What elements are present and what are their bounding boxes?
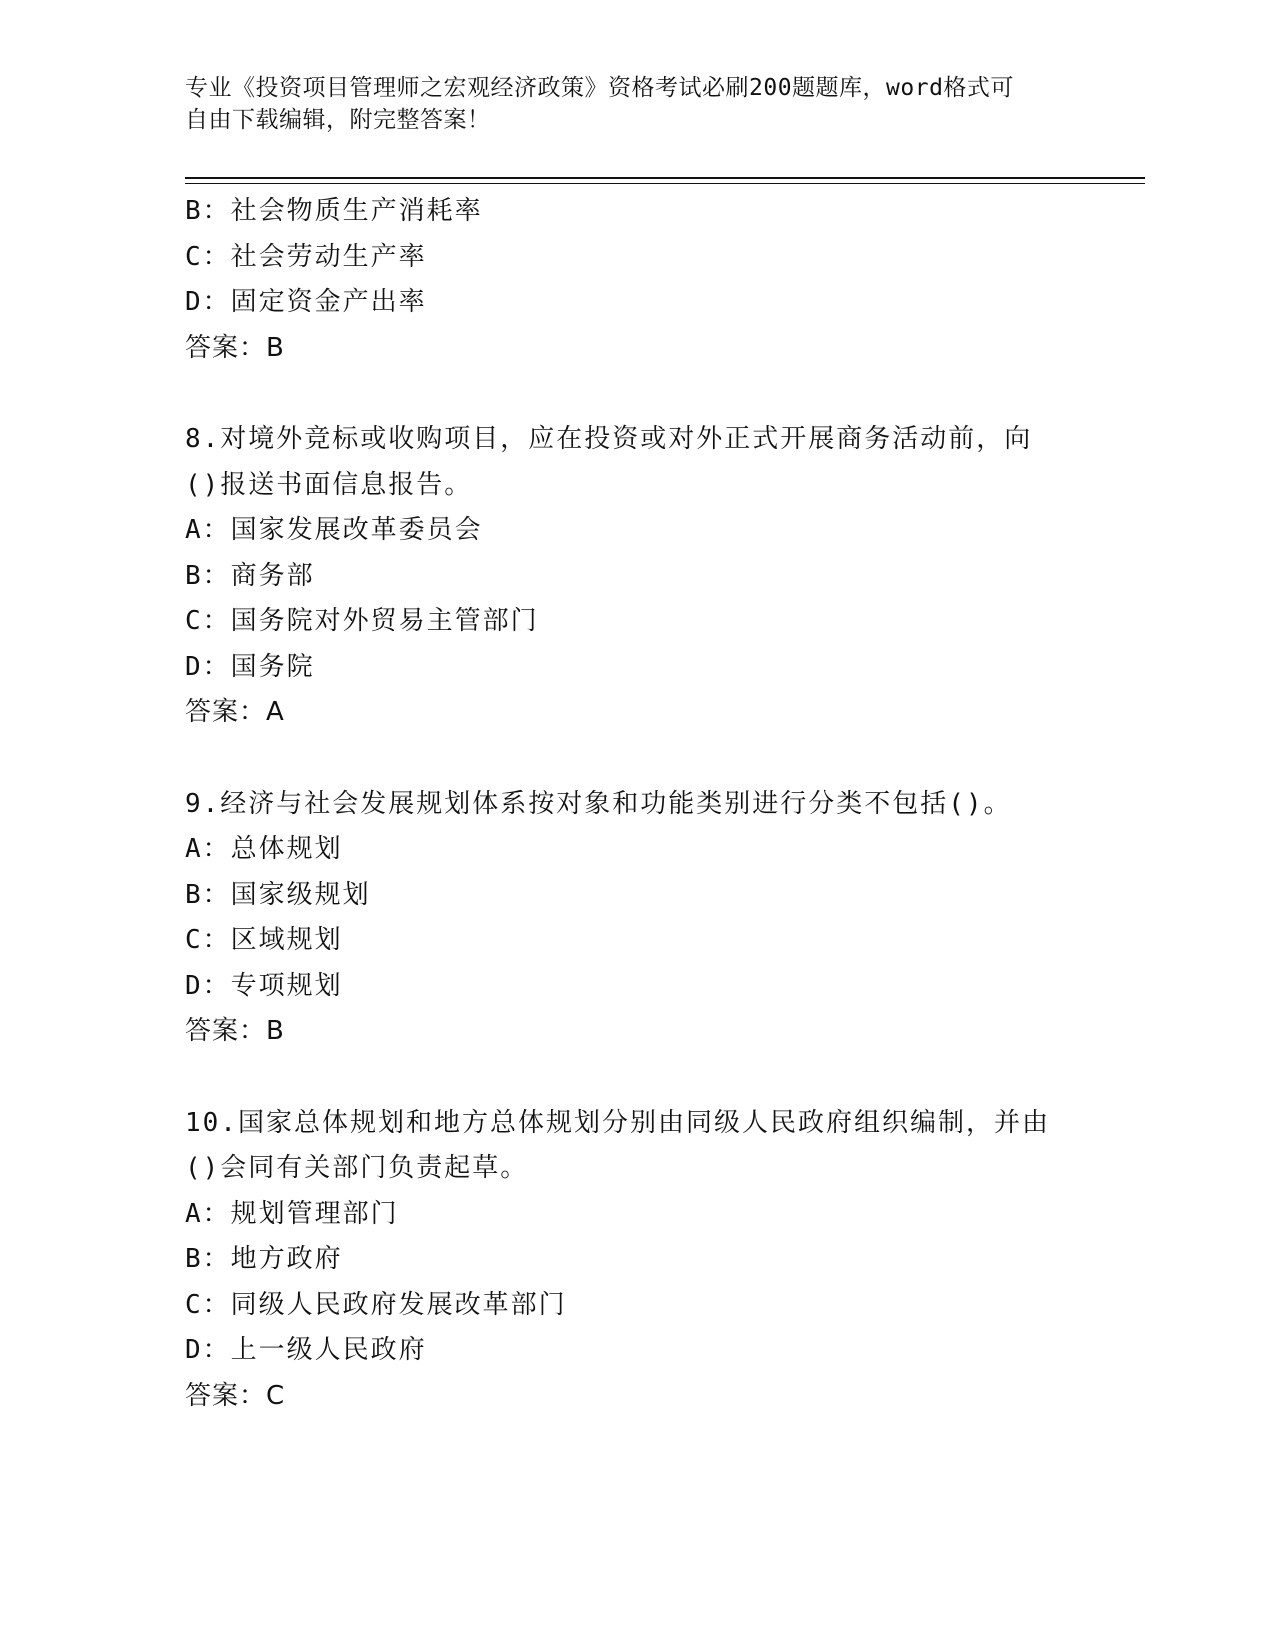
q8-answer: 答案：A <box>185 697 285 727</box>
q10-option-b: B：地方政府 <box>185 1244 343 1274</box>
header-title-line-2: 自由下载编辑，附完整答案！ <box>185 107 491 133</box>
q8-option-d: D：国务院 <box>185 651 315 682</box>
q8-stem-line-1: 8.对境外竞标或收购项目，应在投资或对外正式开展商务活动前，向 <box>185 424 1033 454</box>
q8-stem-line-2: ()报送书面信息报告。 <box>185 469 473 500</box>
q9-option-a: A：总体规划 <box>185 834 343 864</box>
q7-option-c: C：社会劳动生产率 <box>185 241 427 272</box>
q10-answer: 答案：C <box>185 1380 286 1411</box>
q10-stem-line-2: ()会同有关部门负责起草。 <box>185 1153 529 1183</box>
question-9 <box>185 782 1145 1055</box>
q9-option-b: B：国家级规划 <box>185 879 371 910</box>
q8-option-a: A：国家发展改革委员会 <box>185 515 483 545</box>
q10-stem-line-1: 10.国家总体规划和地方总体规划分别由同级人民政府组织编制，并由 <box>185 1107 1050 1138</box>
q10-option-a: A：规划管理部门 <box>185 1198 399 1229</box>
header-title-line-1: 专业《投资项目管理师之宏观经济政策》资格考试必刷200题题库，word格式可 <box>185 75 1014 101</box>
question-spacer <box>185 1055 1145 1101</box>
header-divider-thick <box>185 177 1145 179</box>
q8-option-c: C：国务院对外贸易主管部门 <box>185 606 539 636</box>
q10-option-c: C：同级人民政府发展改革部门 <box>185 1289 567 1320</box>
q7-answer: 答案：B <box>185 332 285 363</box>
question-10 <box>185 1101 1145 1420</box>
q9-option-c: C：区域规划 <box>185 925 343 955</box>
q7-option-d: D：固定资金产出率 <box>185 287 427 317</box>
question-7-tail <box>185 189 1145 371</box>
document-header <box>185 72 1085 136</box>
q10-option-d: D：上一级人民政府 <box>185 1335 427 1365</box>
q9-option-d: D：专项规划 <box>185 970 343 1001</box>
q9-stem-line-1: 9.经济与社会发展规划体系按对象和功能类别进行分类不包括()。 <box>185 788 1012 819</box>
question-spacer <box>185 736 1145 782</box>
q8-option-b: B：商务部 <box>185 560 315 591</box>
header-divider-thin <box>185 183 1145 184</box>
question-spacer <box>185 371 1145 417</box>
q7-option-b: B：社会物质生产消耗率 <box>185 196 483 226</box>
question-list <box>185 189 1145 1419</box>
q9-answer: 答案：B <box>185 1016 285 1046</box>
question-8 <box>185 417 1145 736</box>
